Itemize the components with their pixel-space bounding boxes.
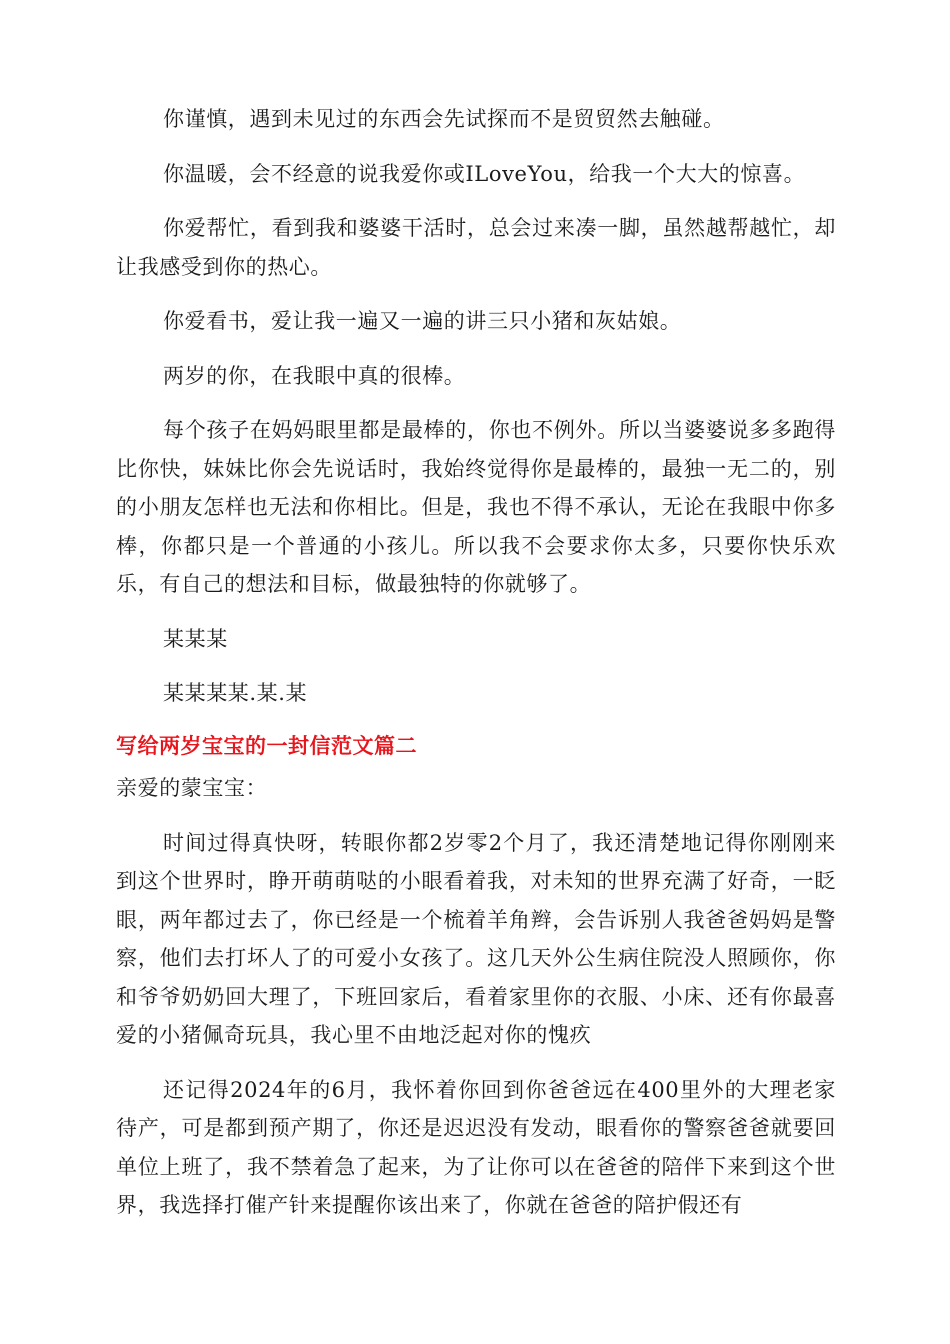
paragraph-reading: 你爱看书，爱让我一遍又一遍的讲三只小猪和灰姑娘。 [163,309,682,333]
paragraph-helpful: 你爱帮忙，看到我和婆婆干活时，总会过来凑一脚，虽然越帮越忙，却让我感受到你的热心。 [116,216,836,279]
paragraph-careful: 你谨慎，遇到未见过的东西会先试探而不是贸贸然去触碰。 [163,107,725,131]
date-line: 某某某某.某.某 [163,681,308,705]
paragraph-two-years: 两岁的你，在我眼中真的很棒。 [163,363,466,388]
paragraph-remember-june: 还记得2024年的6月，我怀着你回到你爸爸远在400里外的大理老家待产，可是都到预产期了，你还是迟迟没有发动，眼看你的警察爸爸就要回单位上班了，我不禁着急了起来，为了让你可以在爸爸的陪伴下来到这个世界，我选择打催产针来提醒你该出来了，你就在爸爸的陪护假还有 [116,1077,836,1217]
paragraph-warm: 你温暖，会不经意的说我爱你或ILoveYou，给我一个大大的惊喜。 [163,161,806,186]
section-heading: 写给两岁宝宝的一封信范文篇二 [116,733,417,758]
greeting: 亲爱的蒙宝宝： [116,776,268,800]
paragraph-time-flies: 时间过得真快呀，转眼你都2岁零2个月了，我还清楚地记得你刚刚来到这个世界时，睁开萌萌哒的小眼看着我，对未知的世界充满了好奇，一眨眼，两年都过去了，你已经是一个梳着羊角辫，会告诉别人我爸爸妈妈是警察，他们去打坏人了的可爱小女孩了。这几天外公生病住院没人照顾你，你和爷爷奶奶回大理了，下班回家后，看着家里你的衣服、小床、还有你最喜爱的小猪佩奇玩具，我心里不由地泛起对你的愧疚 [116,830,836,1047]
document-page [116,100,836,1225]
paragraph-every-child: 每个孩子在妈妈眼里都是最棒的，你也不例外。所以当婆婆说多多跑得比你快，妹妹比你会先说话时，我始终觉得你是最棒的，最独一无二的，别的小朋友怎样也无法和你相比。但是，我也不得不承认，无论在我眼中你多棒，你都只是一个普通的小孩儿。所以我不会要求你太多，只要你快乐欢乐，有自己的想法和目标，做最独特的你就够了。 [116,418,836,596]
signature: 某某某 [163,626,228,651]
